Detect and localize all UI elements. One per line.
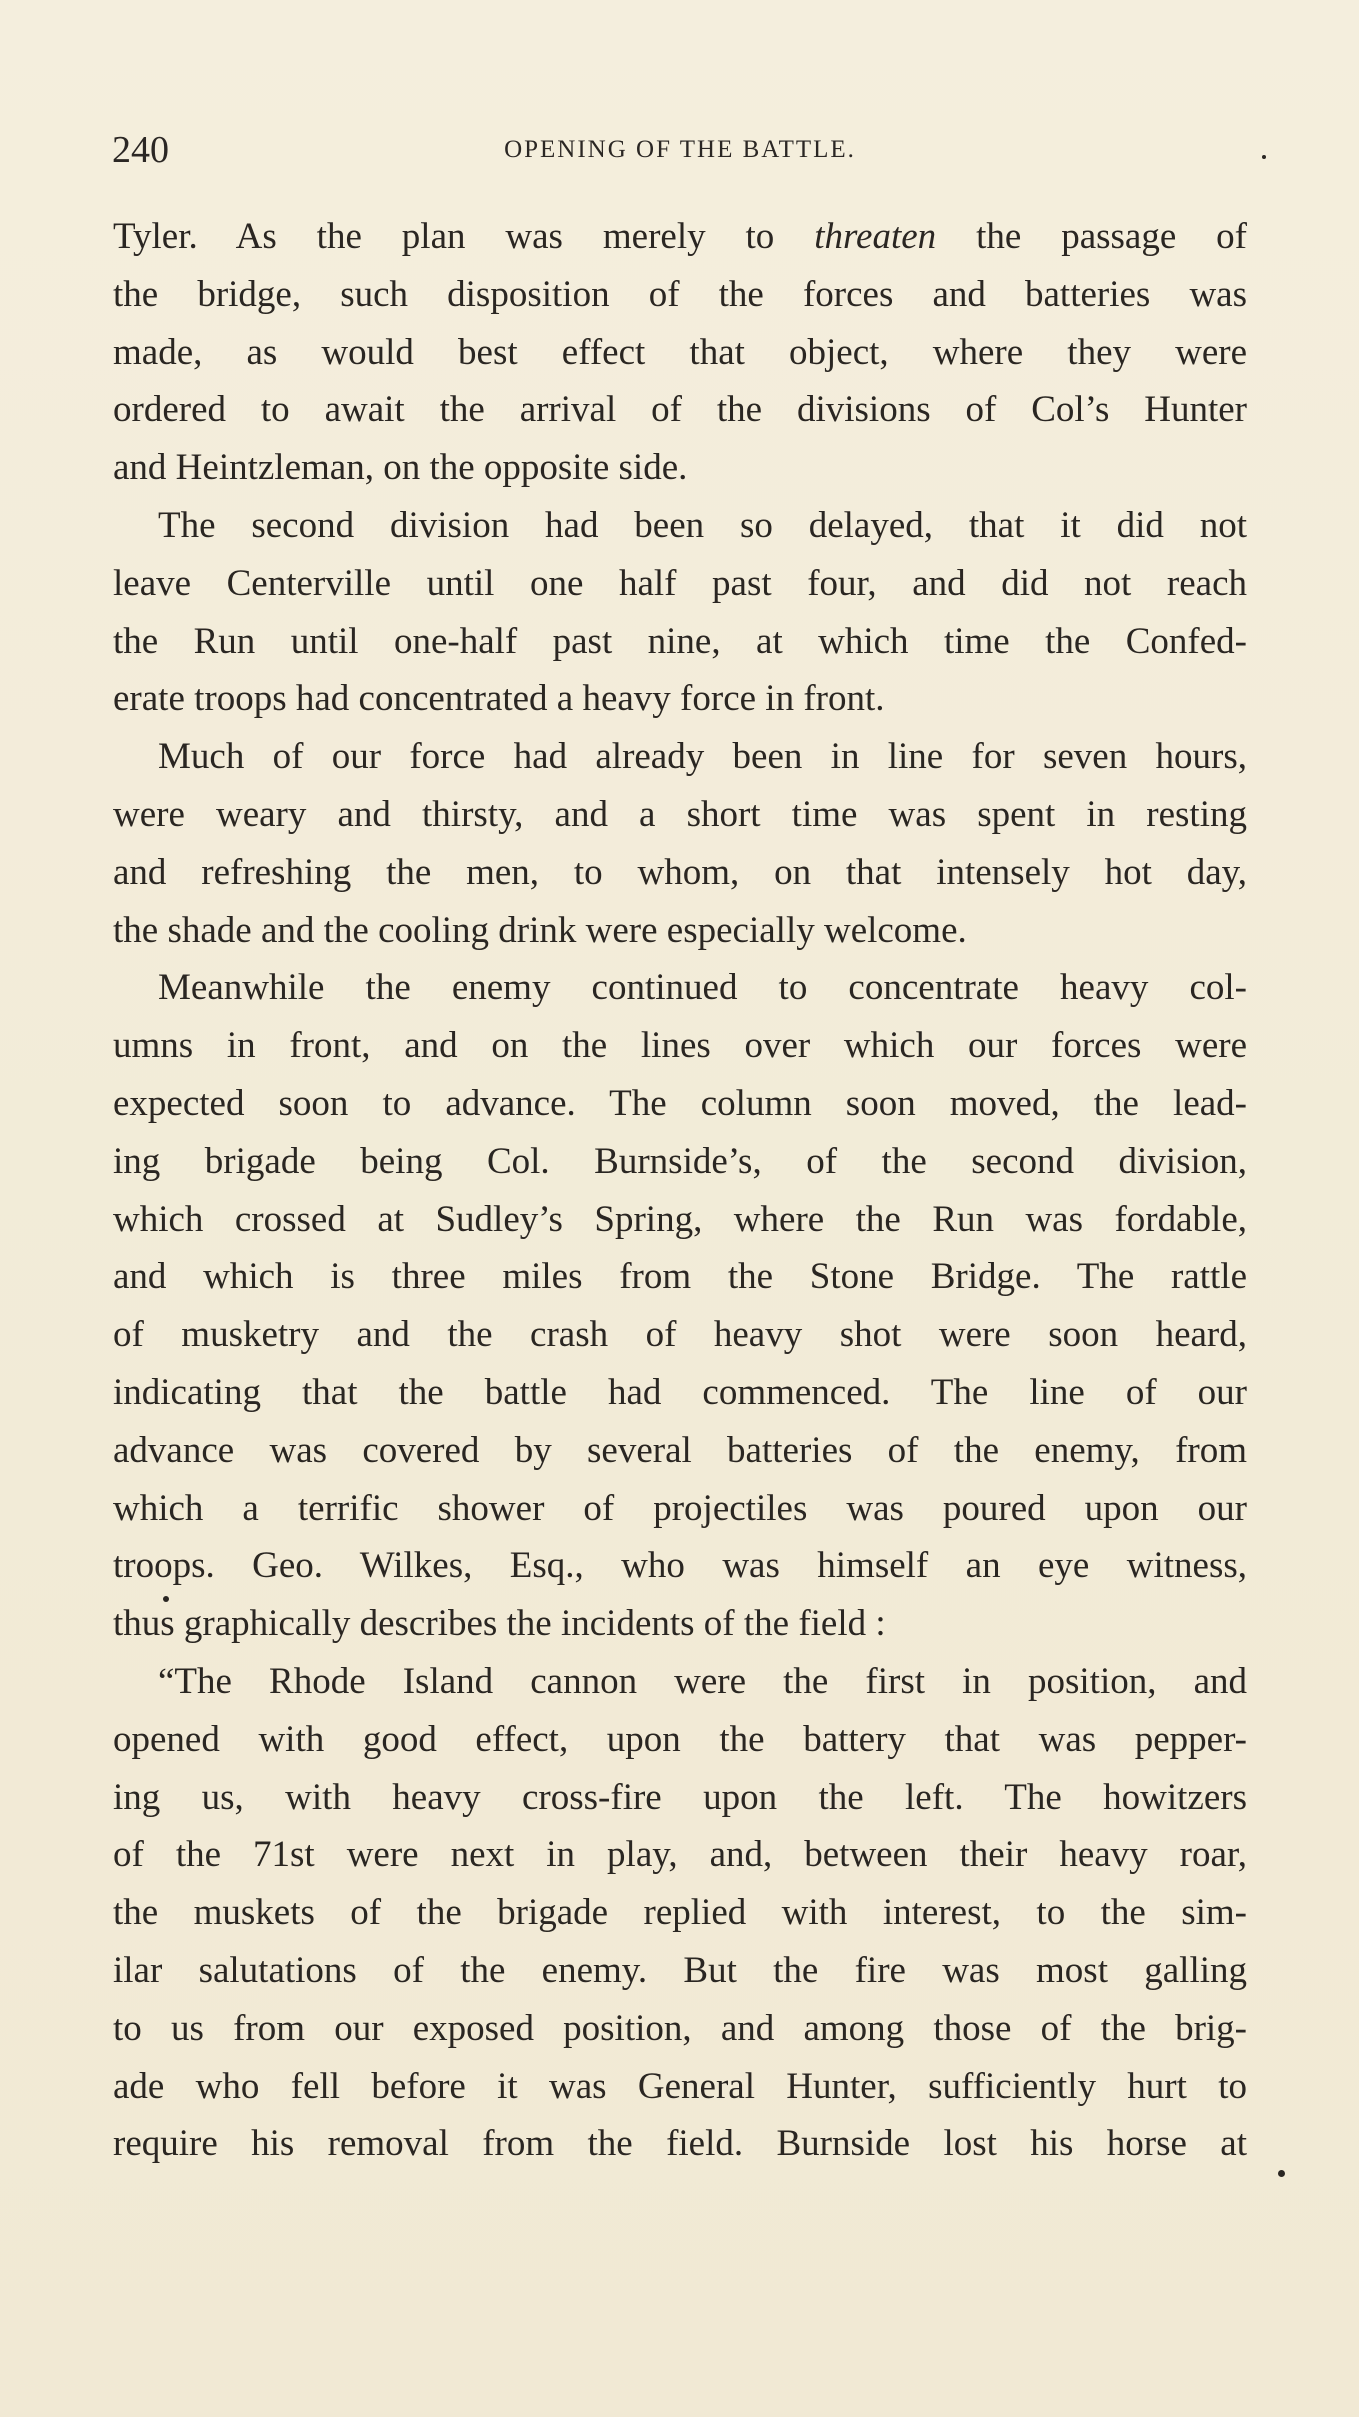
text-line: ing us, with heavy cross-fire upon the left. The howitzers <box>113 1776 1247 1818</box>
ink-speck <box>1278 2170 1285 2177</box>
ink-speck <box>163 1596 169 1602</box>
text-line: ordered to await the arrival of the divisions of Col’s Hunter <box>113 389 1247 431</box>
text-line: of the 71st were next in play, and, between their heavy roar, <box>113 1834 1247 1876</box>
text-line: of musketry and the crash of heavy shot were soon heard, <box>113 1314 1247 1356</box>
text-line: umns in front, and on the lines over which our forces were <box>113 1025 1247 1067</box>
text-line: and refreshing the men, to whom, on that intensely hot day, <box>113 851 1247 893</box>
text-line: thus graphically describes the incidents of the field : <box>113 1603 886 1645</box>
text-line: leave Centerville until one half past four, and did not reach <box>113 562 1247 604</box>
text-line: expected soon to advance. The column soon moved, the lead- <box>113 1082 1247 1124</box>
text-line: ilar salutations of the enemy. But the fire was most galling <box>113 1949 1247 1991</box>
text-line: made, as would best effect that object, where they were <box>113 331 1247 373</box>
text-line: troops. Geo. Wilkes, Esq., who was himself an eye witness, <box>113 1545 1247 1587</box>
paragraph-start-line: Meanwhile the enemy continued to concentrate heavy col- <box>158 967 1247 1009</box>
text-line: ing brigade being Col. Burnside’s, of the second division, <box>113 1140 1247 1182</box>
text-line: the bridge, such disposition of the forces and batteries was <box>113 273 1247 315</box>
text-line: Tyler. As the plan was merely to threaten the passage of <box>113 216 1247 257</box>
text-line: which a terrific shower of projectiles was poured upon our <box>113 1487 1247 1529</box>
page-number: 240 <box>112 129 169 171</box>
chapter-title: OPENING OF THE BATTLE. <box>504 136 856 163</box>
text-line: erate troops had concentrated a heavy force in front. <box>113 678 885 720</box>
text-line: to us from our exposed position, and among those of the brig- <box>113 2007 1247 2049</box>
text-line: require his removal from the field. Burnside lost his horse at <box>113 2123 1247 2165</box>
text-line: were weary and thirsty, and a short time was spent in resting <box>113 793 1247 835</box>
text-line: ade who fell before it was General Hunter, sufficiently hurt to <box>113 2065 1247 2107</box>
text-line: the shade and the cooling drink were especially welcome. <box>113 909 967 951</box>
text-line: advance was covered by several batteries of the enemy, from <box>113 1429 1247 1471</box>
paragraph-start-line: “The Rhode Island cannon were the first in position, and <box>158 1660 1247 1702</box>
text-line: the muskets of the brigade replied with interest, to the sim- <box>113 1892 1247 1934</box>
body-text <box>113 208 1247 2173</box>
text-line: indicating that the battle had commenced. The line of our <box>113 1371 1247 1413</box>
text-line: which crossed at Sudley’s Spring, where the Run was fordable, <box>113 1198 1247 1240</box>
paragraph-start-line: Much of our force had already been in line for seven hours, <box>158 736 1247 778</box>
emphasized-word: threaten <box>814 216 937 257</box>
text-line: and which is three miles from the Stone Bridge. The rattle <box>113 1256 1247 1298</box>
text-line: the Run until one-half past nine, at which time the Confed- <box>113 620 1247 662</box>
running-head <box>112 128 1248 176</box>
text-line: and Heintzleman, on the opposite side. <box>113 447 688 489</box>
text-line: opened with good effect, upon the battery that was pepper- <box>113 1718 1247 1760</box>
paragraph-start-line: The second division had been so delayed, that it did not <box>158 504 1247 546</box>
ink-speck <box>1262 155 1266 159</box>
